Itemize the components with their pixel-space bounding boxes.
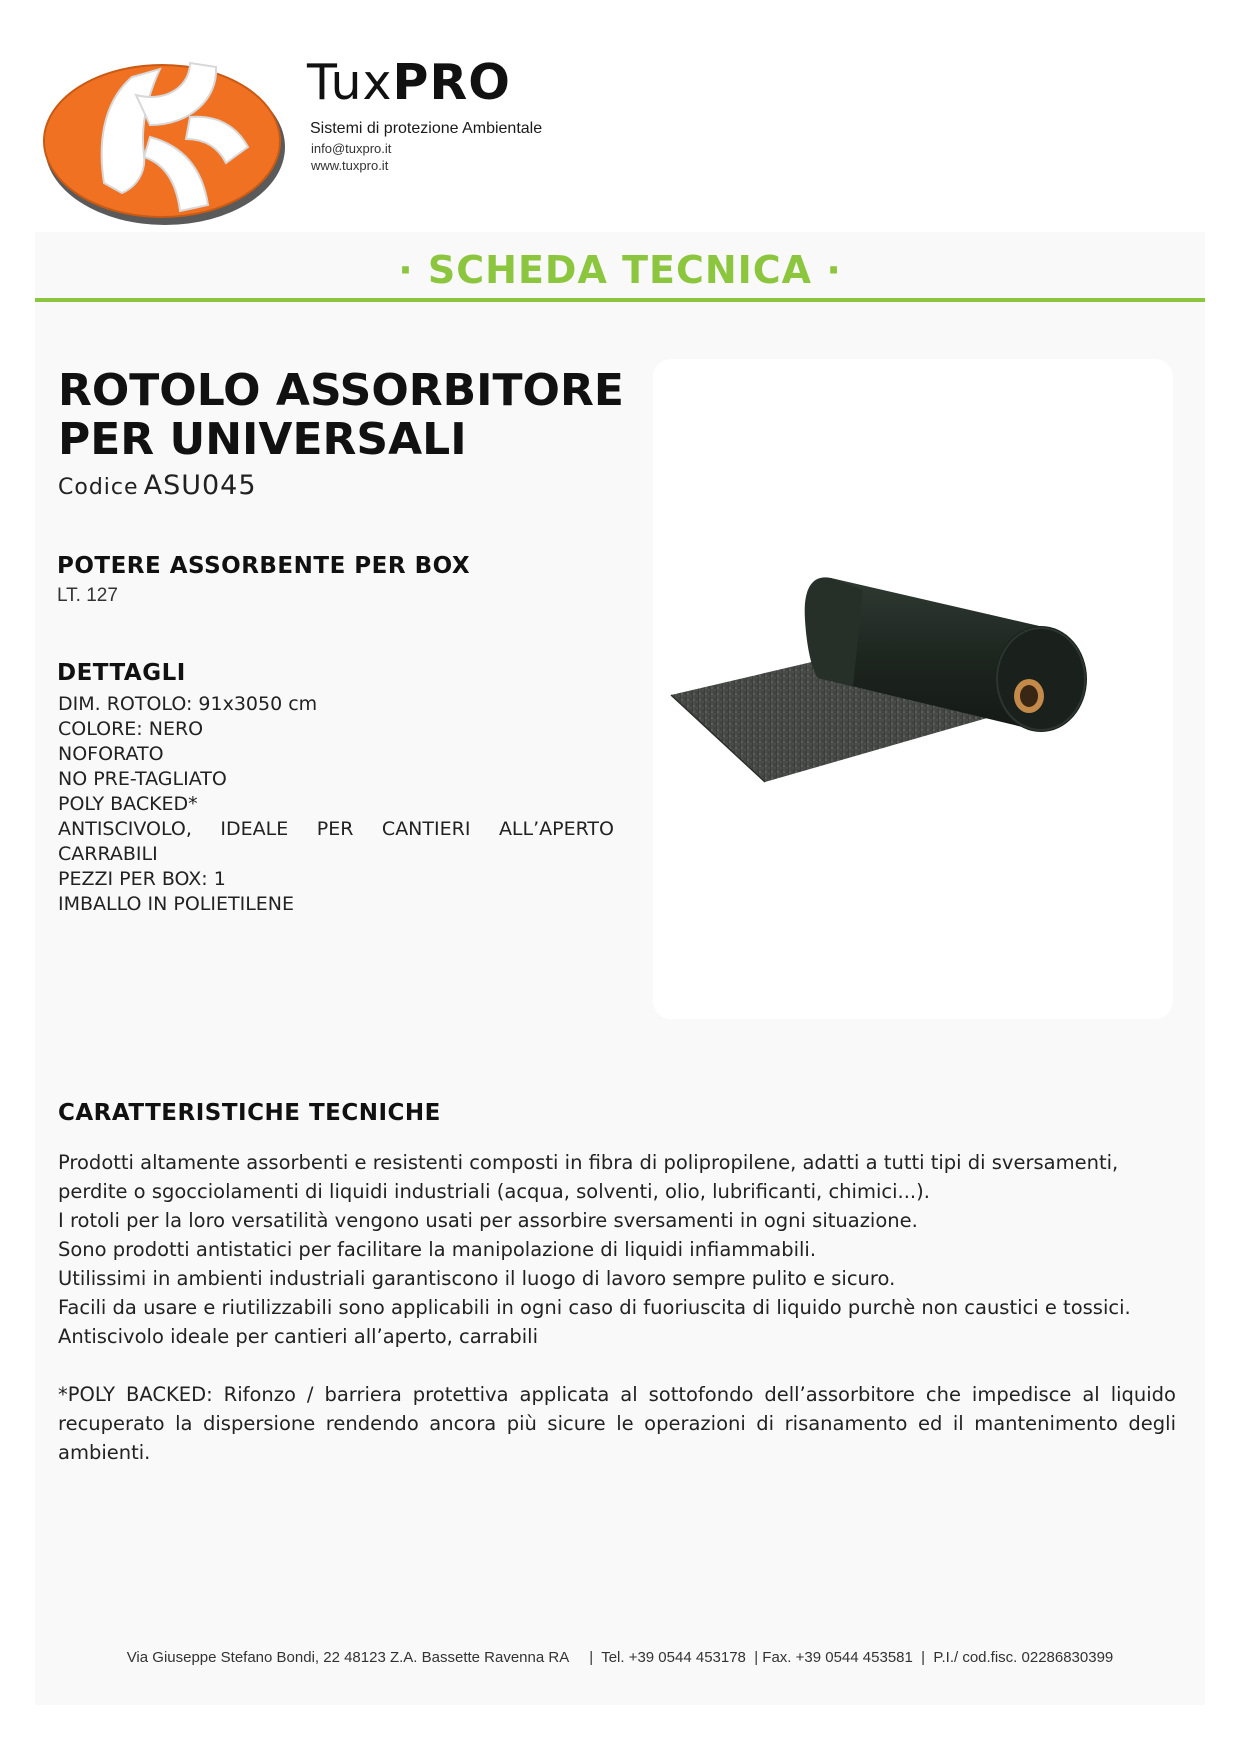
product-code xyxy=(58,470,257,501)
brand-email-link[interactable]: info@tuxpro.it xyxy=(311,141,392,156)
product-name-line-2: PER UNIVERSALI xyxy=(58,414,467,465)
details-item: CARRABILI xyxy=(58,843,158,865)
poly-backed-note: *POLY BACKED: Rifonzo / barriera protettiva applicata al sottofondo dell’assorbitore che impedisce al liquido recuperato la dispersione rendendo ancora più sicure le operazioni di risanamento ed il mantenimento degli ambienti. xyxy=(58,1383,1176,1464)
brand-tagline: Sistemi di protezione Ambientale xyxy=(310,120,543,137)
characteristics-paragraph: Facili da usare e riutilizzabili sono applicabili in ogni caso di fuoriuscita di liquido purchè non caustici e tossici. xyxy=(58,1296,1131,1319)
characteristics-paragraph: Prodotti altamente assorbenti e resistenti composti in fibra di polipropilene, adatti a tutti tipi di sversamenti, perdite o sgocciolamenti di liquidi industriali (acqua, solventi, olio, lubrificanti, chimici...). xyxy=(58,1151,1119,1203)
capacity-heading: POTERE ASSORBENTE PER BOX xyxy=(57,553,471,579)
sheet-title: · SCHEDA TECNICA · xyxy=(398,248,842,292)
details-item: DIM. ROTOLO: 91x3050 cm xyxy=(58,693,318,715)
characteristics-paragraph: Sono prodotti antistatici per facilitare la manipolazione di liquidi infiammabili. xyxy=(58,1238,817,1261)
product-name-line-1: ROTOLO ASSORBITORE xyxy=(58,365,624,416)
brand-name-light: Tux xyxy=(307,54,393,111)
product-name xyxy=(58,366,658,464)
absorbent-roll-image xyxy=(663,560,1163,840)
footer-contact-info: Via Giuseppe Stefano Bondi, 22 48123 Z.A. Bassette Ravenna RA | Tel. +39 0544 453178 | Fax. +39 0544 453581 | P.I./ cod.fisc. 02286830399 xyxy=(126,1649,1114,1666)
details-item: ANTISCIVOLO, IDEALE PER CANTIERI ALL’APERTO xyxy=(58,818,614,840)
details-item: NOFORATO xyxy=(58,743,164,765)
characteristics-paragraph: Antiscivolo ideale per cantieri all’aperto, carrabili xyxy=(58,1325,538,1348)
sheet-title-divider xyxy=(35,298,1205,302)
details-heading: DETTAGLI xyxy=(57,660,186,686)
details-item: COLORE: NERO xyxy=(58,718,204,740)
details-item: NO PRE-TAGLIATO xyxy=(58,768,227,790)
details-item: PEZZI PER BOX: 1 xyxy=(58,868,226,890)
details-item: POLY BACKED* xyxy=(58,793,198,815)
brand-name xyxy=(307,54,511,111)
product-code-value: ASU045 xyxy=(143,470,257,501)
tuxpro-logo-icon xyxy=(40,55,290,230)
product-code-label: Codice xyxy=(58,475,139,500)
brand-website-link[interactable]: www.tuxpro.it xyxy=(311,158,389,173)
brand-name-bold: PRO xyxy=(392,54,511,111)
characteristics-body xyxy=(58,1148,1176,1351)
characteristics-paragraph: Utilissimi in ambienti industriali garantiscono il luogo di lavoro sempre pulito e sicuro. xyxy=(58,1267,896,1290)
capacity-value: LT. 127 xyxy=(57,585,118,606)
characteristics-heading: CARATTERISTICHE TECNICHE xyxy=(58,1100,441,1126)
details-item: IMBALLO IN POLIETILENE xyxy=(58,893,294,915)
details-list xyxy=(58,692,614,917)
characteristics-paragraph: I rotoli per la loro versatilità vengono usati per assorbire sversamenti in ogni situazione. xyxy=(58,1209,918,1232)
